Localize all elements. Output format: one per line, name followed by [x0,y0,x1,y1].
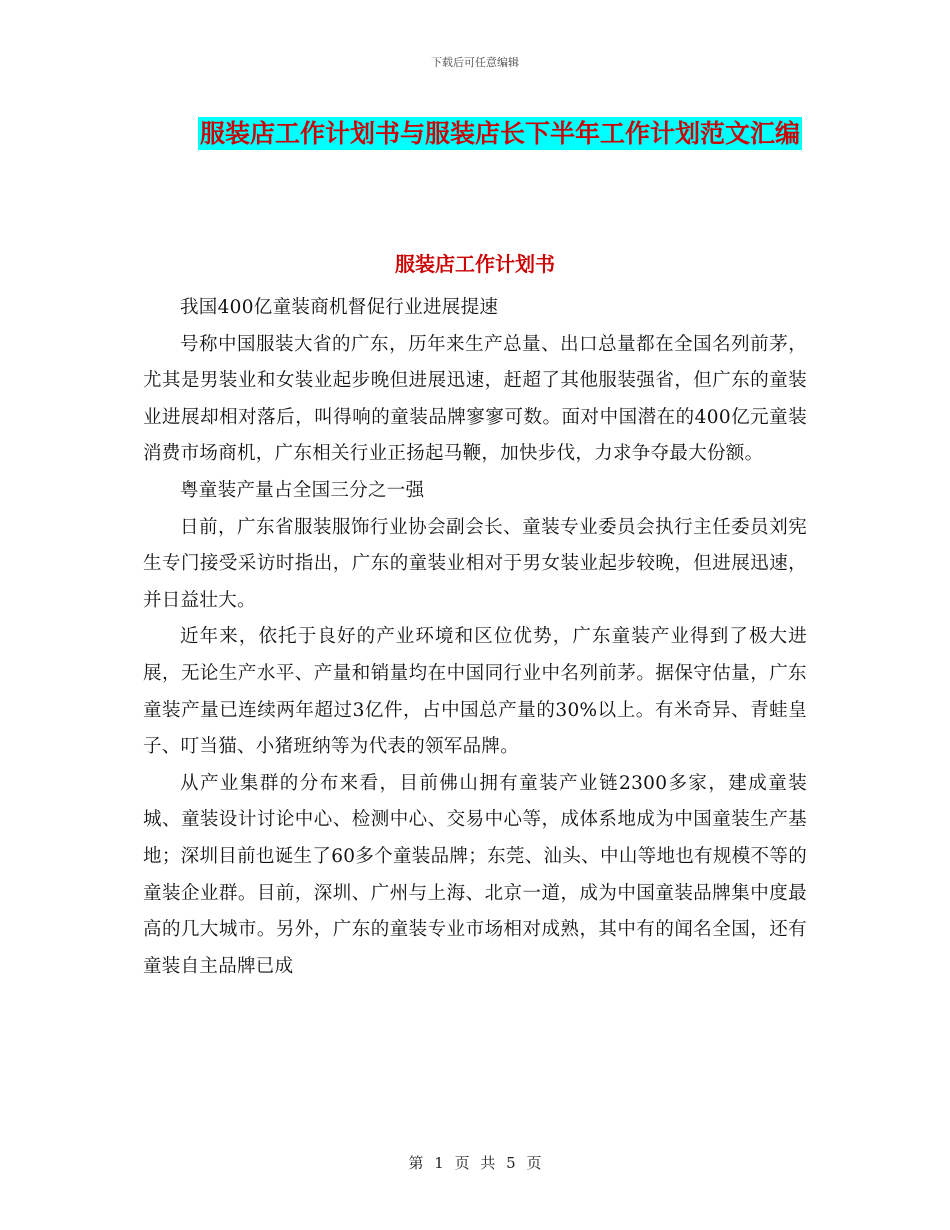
paragraph: 近年来，依托于良好的产业环境和区位优势，广东童装产业得到了极大进展，无论生产水平、产量和销量均在中国同行业中名列前茅。据保守估量，广东童装产量已连续两年超过3亿件，占中国总产量的30%以上。有米奇异、青蛙皇子、叮当猫、小猪班纳等为代表的领军品牌。 [143,626,807,758]
header-note: 下载后可任意编辑 [431,56,519,69]
paragraph: 我国400亿童装商机督促行业进展提速 [180,297,499,318]
document-body [143,290,807,985]
page-footer: 第 1 页 共 5 页 [408,1154,542,1172]
paragraph: 日前，广东省服装服饰行业协会副会长、童装专业委员会执行主任委员刘宪生专门接受采访时指出，广东的童装业相对于男女装业起步较晚，但进展迅速，并日益壮大。 [143,516,807,611]
paragraph: 号称中国服装大省的广东，历年来生产总量、出口总量都在全国名列前茅，尤其是男装业和女装业起步晚但进展迅速，赶超了其他服装强省，但广东的童装业进展却相对落后，叫得响的童装品牌寥寥可数。面对中国潜在的400亿元童装消费市场商机，广东相关行业正扬起马鞭，加快步伐，力求争夺最大份额。 [143,333,807,465]
section-title: 服装店工作计划书 [395,252,555,276]
paragraph: 粤童装产量占全国三分之一强 [180,479,425,501]
document-title [190,110,810,158]
document-title-text: 服装店工作计划书与服装店长下半年工作计划范文汇编 [199,119,800,148]
paragraph: 从产业集群的分布来看，目前佛山拥有童装产业链2300多家，建成童装城、童装设计讨论中心、检测中心、交易中心等，成体系地成为中国童装生产基地；深圳目前也诞生了60多个童装品牌；东莞、汕头、中山等地也有规模不等的童装企业群。目前，深圳、广州与上海、北京一道，成为中国童装品牌集中度最高的几大城市。另外，广东的童装专业市场相对成熟，其中有的闻名全国，还有童装自主品牌已成 [143,772,807,977]
